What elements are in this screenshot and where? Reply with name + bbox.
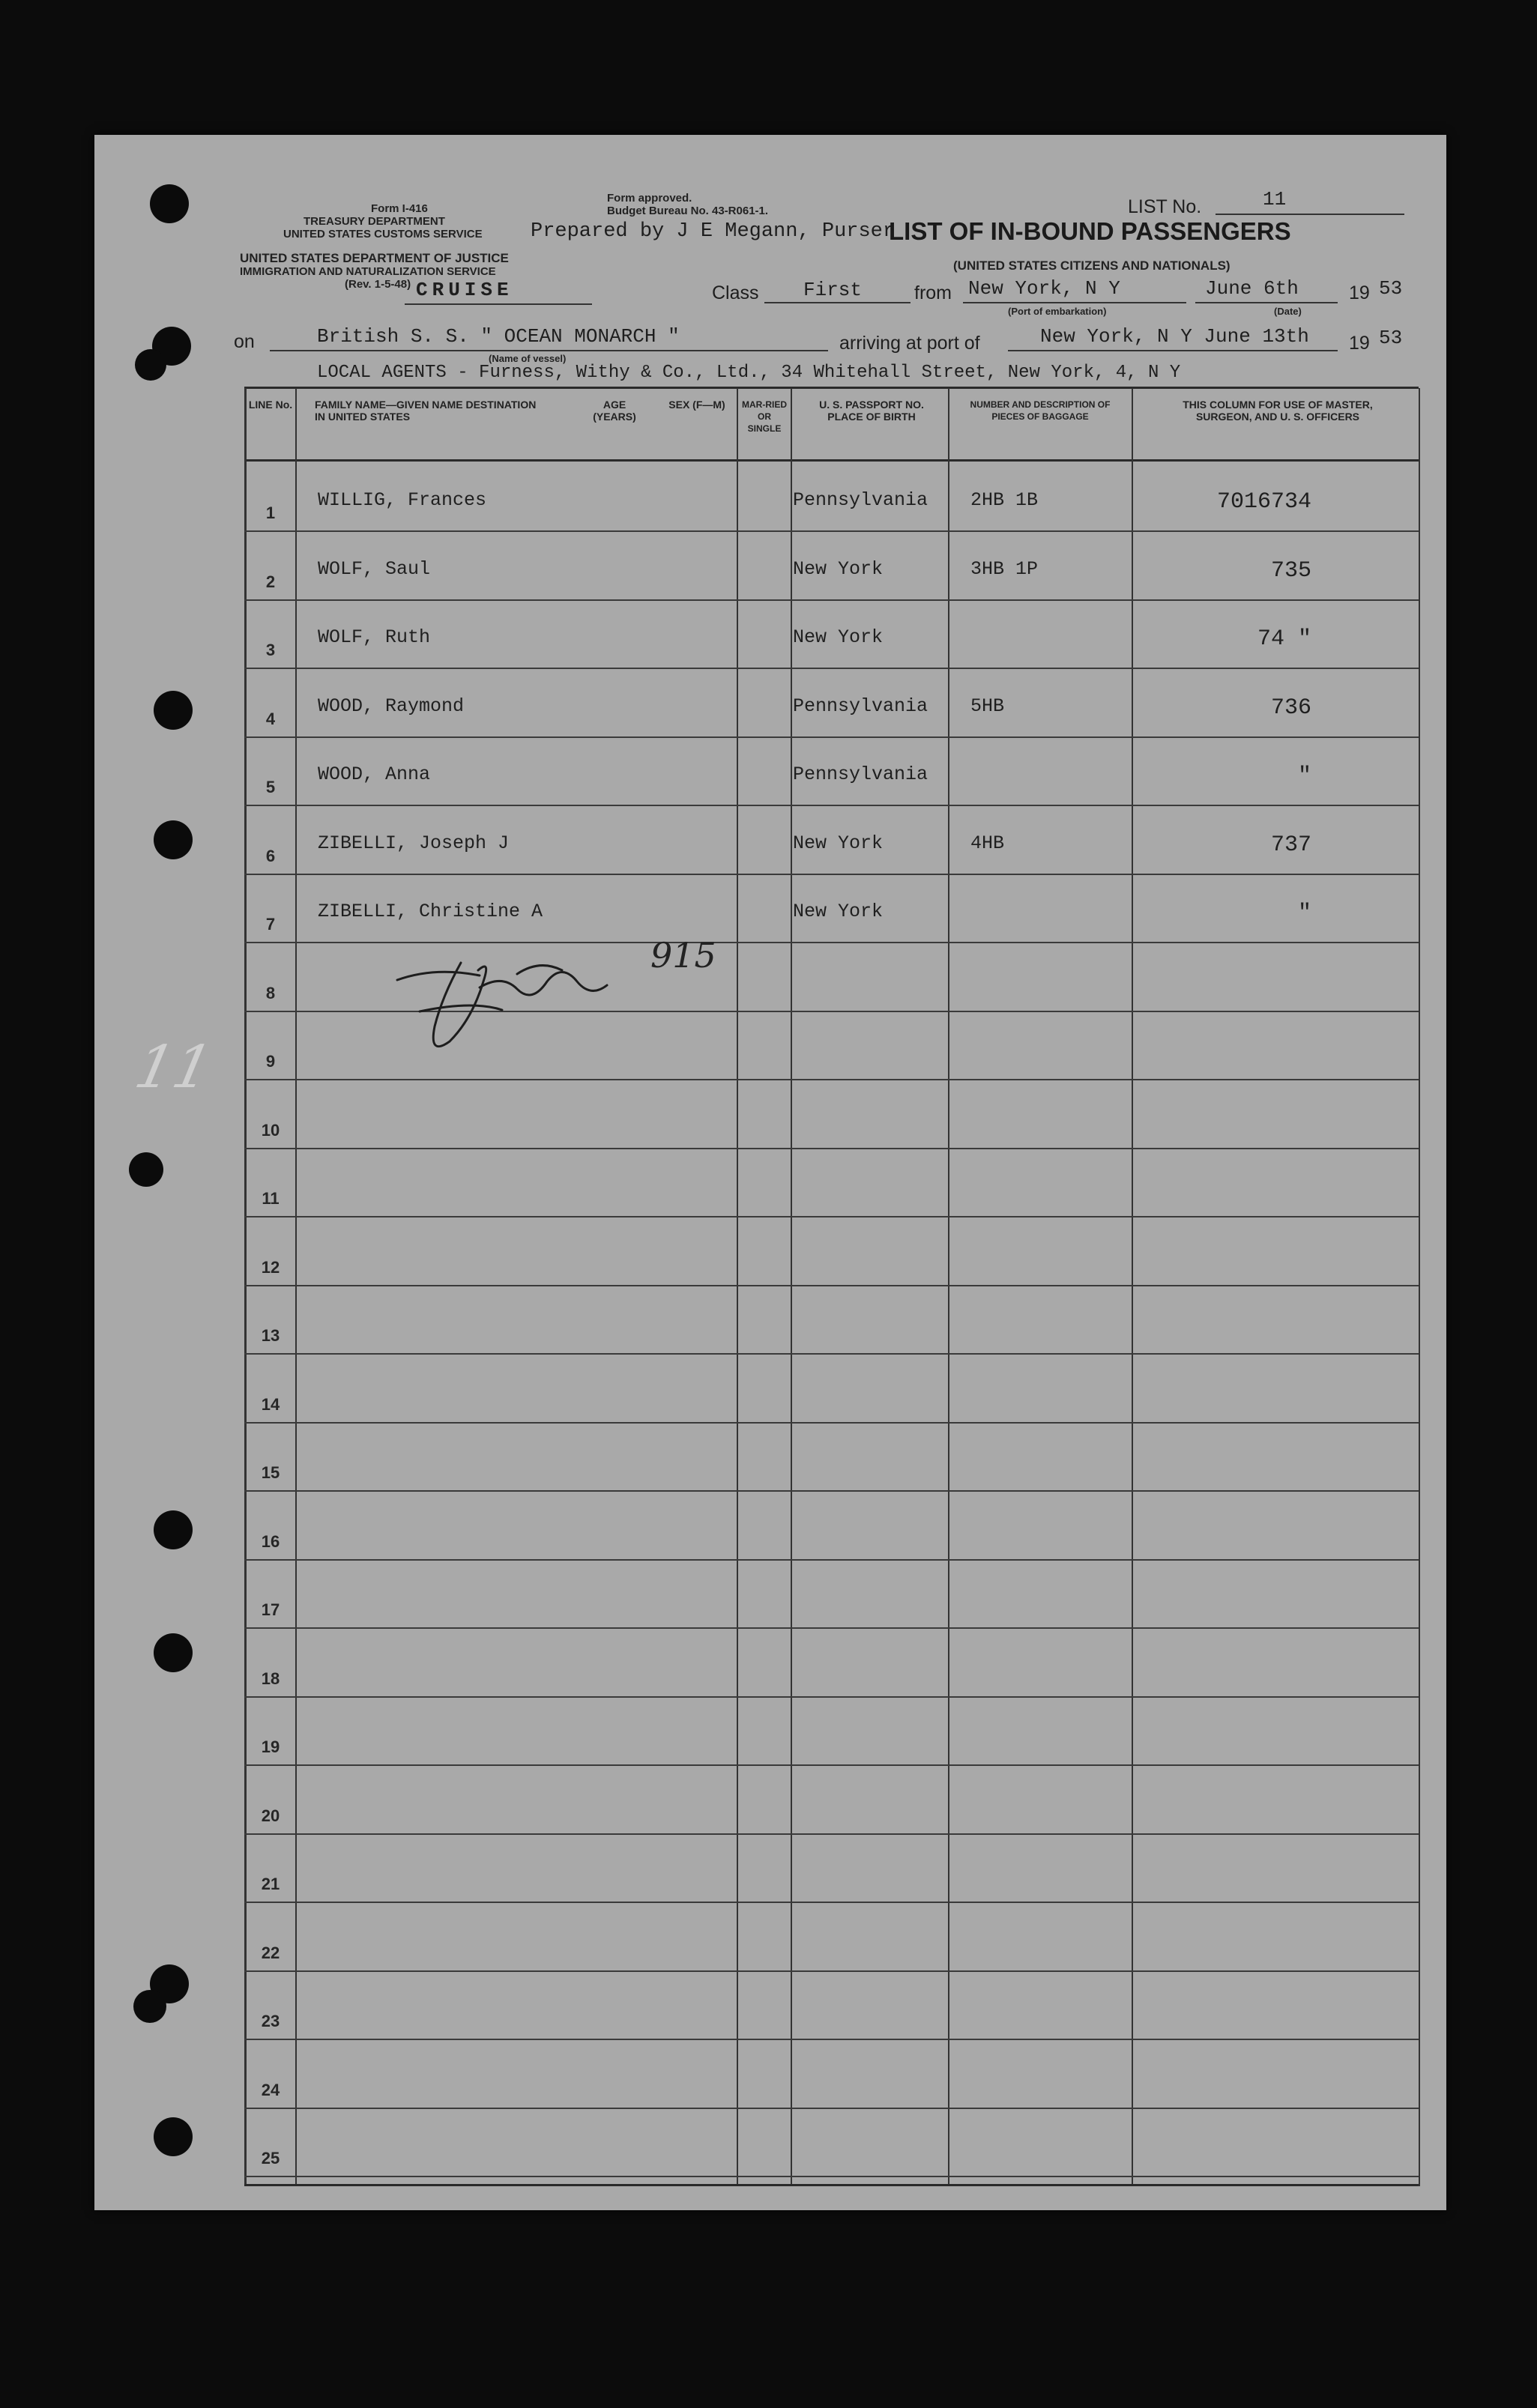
line-number: 25 xyxy=(261,2149,280,2167)
vessel-name: British S. S. " OCEAN MONARCH " xyxy=(317,325,680,348)
officer-number: 736 xyxy=(1270,695,1311,721)
row-rule xyxy=(244,2108,1419,2109)
list-subtitle: (UNITED STATES CITIZENS AND NATIONALS) xyxy=(953,258,1230,273)
line-number: 24 xyxy=(261,2080,280,2099)
cruise-stamp: CRUISE xyxy=(416,279,513,301)
line-number: 8 xyxy=(265,983,276,1002)
row-rule xyxy=(244,1422,1419,1424)
place-of-birth: New York xyxy=(793,557,884,580)
row-rule xyxy=(244,805,1419,806)
baggage-description: 5HB xyxy=(970,695,1005,717)
col-divider-birth xyxy=(948,388,949,2186)
list-no-value: 11 xyxy=(1263,188,1287,211)
punch-hole xyxy=(154,820,193,859)
line-number: 11 xyxy=(262,1189,280,1208)
officer-number: 74 " xyxy=(1257,626,1311,652)
punch-hole xyxy=(150,184,189,223)
arrival-underline xyxy=(1008,350,1338,351)
col-divider-line xyxy=(295,388,297,2186)
row-rule xyxy=(244,1353,1419,1355)
line-number: 5 xyxy=(265,778,276,796)
justice-department: UNITED STATES DEPARTMENT OF JUSTICE xyxy=(240,251,509,265)
line-number: 4 xyxy=(265,709,276,728)
table-top-border xyxy=(244,387,1419,389)
class-underline xyxy=(764,302,911,303)
passenger-name: WOLF, Saul xyxy=(318,557,431,580)
arrival-port-date: New York, N Y June 13th xyxy=(1040,325,1309,348)
header-sex: SEX (F—M) xyxy=(668,399,725,411)
arrival-year-prefix: 19 xyxy=(1349,333,1370,354)
from-label: from xyxy=(914,282,952,303)
baggage-description: 4HB xyxy=(970,832,1005,854)
margin-mark: 11 xyxy=(129,1034,218,1101)
line-number: 16 xyxy=(261,1531,280,1551)
table-header-border xyxy=(244,459,1419,462)
vessel-underline xyxy=(270,350,828,351)
on-label: on xyxy=(234,331,255,352)
row-rule xyxy=(244,1902,1419,1903)
header-officers: THIS COLUMN FOR USE OF MASTER, SURGEON, AND U. S. OFFICERS xyxy=(1183,399,1373,423)
row-rule xyxy=(244,1079,1419,1080)
col-divider-baggage xyxy=(1132,388,1133,2186)
date-caption: (Date) xyxy=(1274,306,1302,317)
year-value: 53 xyxy=(1379,277,1403,300)
port-caption: (Port of embarkation) xyxy=(1008,306,1107,317)
from-underline xyxy=(963,302,1186,303)
line-number: 6 xyxy=(265,846,276,865)
baggage-description: 3HB 1P xyxy=(970,557,1039,580)
passenger-name: WOOD, Raymond xyxy=(318,695,465,717)
punch-hole xyxy=(154,1633,193,1672)
line-number: 18 xyxy=(261,1669,280,1688)
year-prefix: 19 xyxy=(1349,282,1370,303)
line-number: 9 xyxy=(265,1052,276,1071)
line-number: 23 xyxy=(261,2012,280,2030)
place-of-birth: Pennsylvania xyxy=(793,695,928,717)
row-rule xyxy=(244,1285,1419,1286)
officer-number: " xyxy=(1297,763,1311,789)
list-no-underline xyxy=(1216,214,1404,215)
place-of-birth: Pennsylvania xyxy=(793,489,928,511)
passenger-name: WOOD, Anna xyxy=(318,763,431,785)
date-underline xyxy=(1195,302,1338,303)
col-divider-name xyxy=(737,388,738,2186)
arrival-year-value: 53 xyxy=(1379,327,1403,349)
passenger-name: ZIBELLI, Joseph J xyxy=(318,832,510,854)
header-passport: U. S. PASSPORT NO. PLACE OF BIRTH xyxy=(819,399,924,423)
manifest-page xyxy=(94,135,1446,2210)
punch-hole xyxy=(133,1990,166,2023)
row-rule xyxy=(244,599,1419,601)
line-number: 3 xyxy=(265,641,276,659)
row-rule xyxy=(244,530,1419,532)
line-number: 14 xyxy=(261,1394,280,1414)
row-rule xyxy=(244,1833,1419,1835)
row-rule xyxy=(244,1490,1419,1492)
passenger-name: ZIBELLI, Christine A xyxy=(318,901,543,922)
departure-date: June 6th xyxy=(1205,277,1299,300)
form-approved: Form approved. xyxy=(607,192,692,205)
class-value: First xyxy=(803,279,863,301)
budget-bureau-number: Budget Bureau No. 43-R061-1. xyxy=(607,205,769,217)
prepared-by: Prepared by J E Megann, Purser xyxy=(531,220,896,243)
punch-hole xyxy=(135,349,166,381)
col-divider-married xyxy=(791,388,792,2186)
from-value: New York, N Y xyxy=(968,277,1120,300)
row-rule xyxy=(244,736,1419,738)
officer-number: 7016734 xyxy=(1216,489,1311,515)
line-number: 7 xyxy=(265,915,276,934)
passenger-name: WILLIG, Frances xyxy=(318,489,487,511)
row-rule xyxy=(244,1148,1419,1149)
form-revision: (Rev. 1-5-48) xyxy=(345,278,411,291)
passenger-name: WOLF, Ruth xyxy=(318,626,431,648)
treasury-department: TREASURY DEPARTMENT xyxy=(304,215,445,228)
cruise-underline xyxy=(405,303,592,305)
table-right-border xyxy=(1419,388,1420,2186)
header-baggage: NUMBER AND DESCRIPTION OF PIECES OF BAGGAGE xyxy=(970,399,1111,422)
arriving-label: arriving at port of xyxy=(839,333,980,354)
table-left-border xyxy=(244,388,247,2186)
line-number: 12 xyxy=(261,1257,280,1277)
row-rule xyxy=(244,1216,1419,1217)
officer-number: 737 xyxy=(1270,832,1311,858)
line-number: 22 xyxy=(261,1943,280,1962)
header-line-no: LINE No. xyxy=(248,399,293,411)
line-number: 10 xyxy=(261,1120,280,1140)
class-label: Class xyxy=(712,282,759,303)
header-married: MAR-RIED OR SINGLE xyxy=(742,399,787,434)
immigration-service: IMMIGRATION AND NATURALIZATION SERVICE xyxy=(240,265,496,278)
local-agents: LOCAL AGENTS - Furness, Withy & Co., Ltd., 34 Whitehall Street, New York, 4, N Y xyxy=(317,363,1181,383)
line-number: 17 xyxy=(261,1600,280,1619)
signature-time: 915 xyxy=(650,935,716,975)
list-no-label: LIST No. xyxy=(1128,196,1202,217)
officer-number: 735 xyxy=(1270,557,1311,584)
row-rule xyxy=(244,1764,1419,1766)
table-bottom-border xyxy=(244,2184,1419,2186)
row-rule xyxy=(244,1559,1419,1561)
header-name: FAMILY NAME—GIVEN NAME DESTINATION IN UNITED STATES xyxy=(315,399,537,423)
list-title: LIST OF IN-BOUND PASSENGERS xyxy=(889,217,1291,245)
line-number: 13 xyxy=(261,1326,280,1345)
punch-hole xyxy=(154,2117,193,2156)
place-of-birth: New York xyxy=(793,626,884,648)
punch-hole xyxy=(154,691,193,730)
baggage-description: 2HB 1B xyxy=(970,489,1039,511)
vessel-caption: (Name of vessel) xyxy=(489,353,567,364)
row-rule xyxy=(244,874,1419,875)
row-rule xyxy=(244,1696,1419,1698)
line-number: 19 xyxy=(261,1737,280,1756)
line-number: 2 xyxy=(265,572,276,591)
officer-number: " xyxy=(1297,901,1311,926)
line-number: 15 xyxy=(261,1463,280,1482)
customs-service: UNITED STATES CUSTOMS SERVICE xyxy=(283,228,483,241)
row-rule xyxy=(244,2039,1419,2040)
line-number: 21 xyxy=(261,1875,280,1893)
punch-hole xyxy=(129,1152,163,1187)
place-of-birth: New York xyxy=(793,901,884,922)
line-number: 20 xyxy=(261,1806,280,1825)
place-of-birth: New York xyxy=(793,832,884,854)
form-number: Form I-416 xyxy=(371,202,428,215)
row-rule xyxy=(244,1627,1419,1629)
punch-hole xyxy=(154,1510,193,1549)
place-of-birth: Pennsylvania xyxy=(793,763,928,785)
line-number: 1 xyxy=(265,503,276,522)
header-age: AGE (YEARS) xyxy=(593,399,636,423)
row-rule xyxy=(244,2176,1419,2177)
row-rule xyxy=(244,668,1419,669)
row-rule xyxy=(244,1970,1419,1972)
